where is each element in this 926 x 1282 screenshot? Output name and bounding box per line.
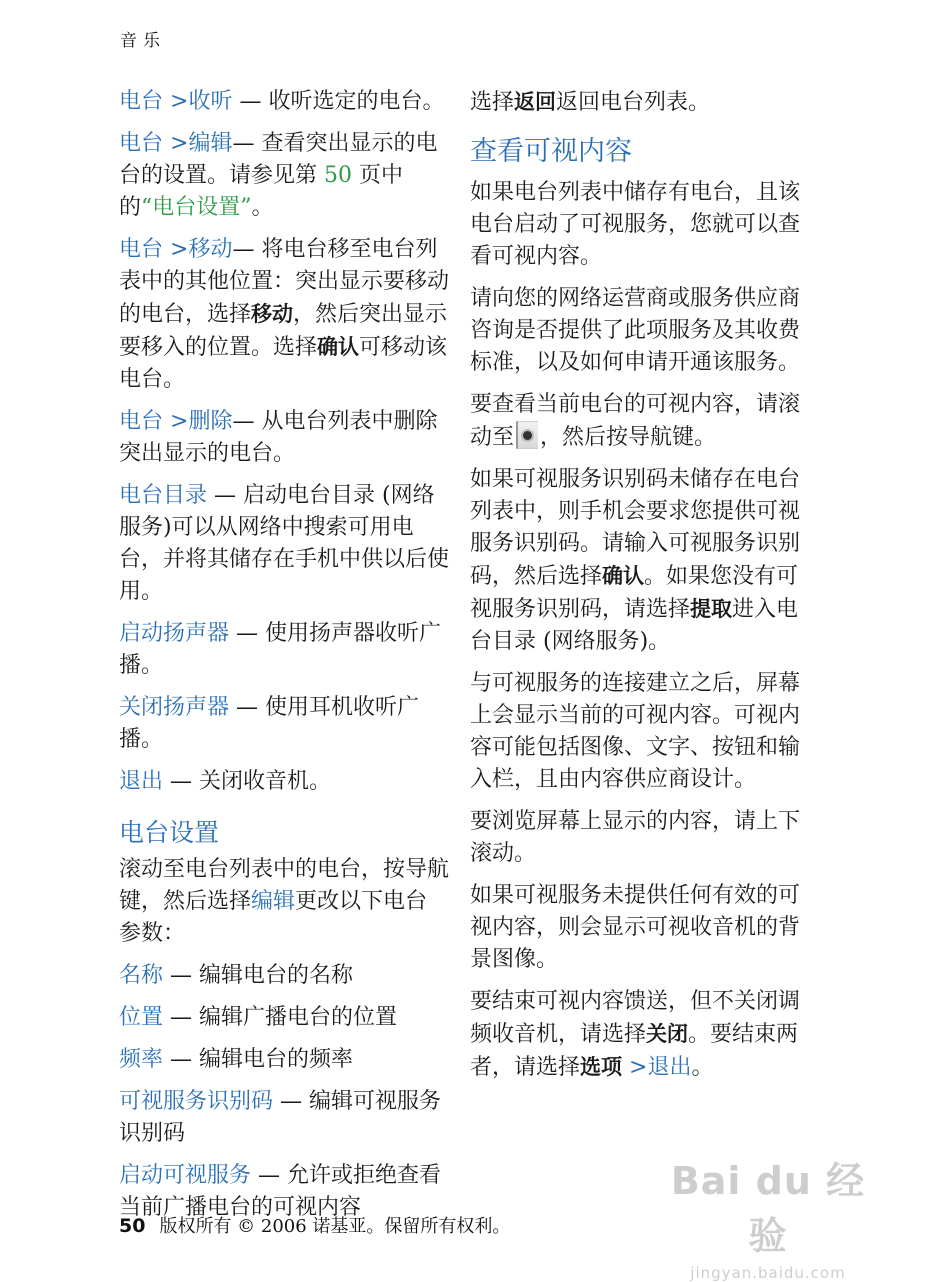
option-edit [119, 128, 449, 224]
visual-para-6: 要浏览屏幕上显示的内容，请上下滚动。 [470, 809, 801, 866]
menu-path-move: 移动 [188, 237, 233, 262]
visual-para-8 [470, 986, 800, 1084]
option-description: — 关闭收音机。 [163, 769, 332, 794]
menu-path-radio: 电台 [119, 89, 164, 114]
visual-para-5: 与可视服务的连接建立之后，屏幕上会显示当前的可视内容。可视内容可能包括图像、文字、按钮和输入栏，且由内容供应商设计。 [470, 671, 801, 792]
body-text: 如果可视服务识别码未储存在电台列表中，则手机会要求您提供可视服务识别码。请输入可视服务识别码，然后选择 [470, 467, 801, 589]
option-description: 可移动该电台。 [119, 335, 448, 392]
body-text: ，然后按导航键。 [540, 425, 717, 450]
setting-name [119, 960, 449, 992]
body-text: 。 [691, 1055, 714, 1080]
setting-label-visual-service: 启动可视服务 [119, 1163, 252, 1188]
body-text: 要查看当前电台的可视内容，请滚动至 [470, 392, 801, 450]
option-speaker-off [119, 692, 449, 756]
softkey-back: 返回 [514, 90, 557, 114]
option-description: 页中的 [119, 163, 403, 220]
watermark-url: jingyan.baidu.com [690, 1264, 846, 1282]
option-exit [119, 766, 449, 798]
setting-label-location: 位置 [119, 1005, 164, 1030]
setting-label-frequency: 频率 [119, 1047, 164, 1072]
section-heading-view-visual: 查看可视内容 [470, 136, 632, 167]
path-separator: > [622, 1055, 648, 1080]
menu-path-exit: 退出 [119, 769, 164, 794]
softkey-move: 移动 [251, 302, 294, 326]
section-reference-link[interactable]: “电台设置” [141, 195, 252, 220]
body-text: 。如果您没有可视服务识别码，请选择 [470, 564, 799, 622]
body-text: 。要结束两者，请选择 [470, 1022, 799, 1080]
setting-label-visual-id: 可视服务识别码 [119, 1089, 274, 1114]
option-description: — 从电台列表中删除突出显示的电台。 [119, 409, 438, 466]
setting-label-name: 名称 [119, 963, 164, 988]
body-text: 滚动至电台列表中的电台，按导航键，然后选择 [119, 857, 450, 914]
setting-frequency [119, 1044, 449, 1076]
option-speaker-on [119, 618, 449, 682]
visual-para-1: 如果电台列表中储存有电台，且该电台启动了可视服务，您就可以查看可视内容。 [470, 180, 801, 269]
page-number: 50 [119, 1215, 146, 1237]
option-description: — 查看突出显示的电台的设置。请参见第 [119, 131, 438, 188]
menu-path-speaker-off: 关闭扬声器 [119, 695, 230, 720]
path-separator: > [163, 237, 189, 262]
softkey-confirm: 确认 [317, 335, 360, 359]
option-description: — 启动电台目录 (网络服务)可以从网络中搜索可用电台，并将其储存在手机中供以后使用。 [119, 483, 450, 604]
chapter-header: 音乐 [120, 31, 166, 51]
path-separator: > [163, 409, 189, 434]
softkey-options: 选项 [580, 1055, 623, 1079]
section-heading-station-settings: 电台设置 [119, 818, 220, 847]
setting-description: — 编辑可视服务识别码 [119, 1089, 442, 1146]
option-move [119, 234, 449, 396]
menu-path-edit: 编辑 [251, 889, 296, 914]
menu-path-radio: 电台 [119, 131, 164, 156]
path-separator: > [163, 131, 189, 156]
body-text: 更改以下电台参数： [119, 889, 428, 946]
page-footer [119, 1212, 510, 1238]
softkey-retrieve: 提取 [690, 597, 733, 621]
body-text: 返回电台列表。 [556, 90, 711, 115]
menu-path-speaker-on: 启动扬声器 [119, 621, 230, 646]
setting-visual-id [119, 1086, 449, 1150]
menu-path-radio: 电台 [119, 237, 164, 262]
setting-description: — 编辑广播电台的位置 [163, 1005, 398, 1030]
softkey-close: 关闭 [646, 1022, 689, 1046]
visual-para-7: 如果可视服务未提供任何有效的可视内容，则会显示可视收音机的背景图像。 [470, 883, 801, 972]
copyright-text: 版权所有 © 2006 诺基亚。保留所有权利。 [159, 1216, 511, 1237]
setting-description: — 编辑电台的频率 [163, 1047, 354, 1072]
page-reference[interactable]: 50 [324, 163, 352, 188]
settings-intro [119, 854, 449, 950]
menu-path-listen: 收听 [188, 89, 233, 114]
option-description: — 使用耳机收听广播。 [119, 695, 420, 752]
visual-para-2: 请向您的网络运营商或服务供应商咨询是否提供了此项服务及其收费标准，以及如何申请开通该服务。 [470, 286, 801, 375]
body-text: 进入电台目录 (网络服务)。 [470, 597, 799, 654]
option-description: — 收听选定的电台。 [232, 89, 445, 114]
baidu-watermark [668, 1150, 868, 1282]
option-directory [119, 480, 449, 608]
menu-path-directory: 电台目录 [119, 483, 208, 508]
setting-location [119, 1002, 449, 1034]
watermark-logo-text: Bai du 经验 [670, 1159, 866, 1258]
setting-description: — 编辑电台的名称 [163, 963, 354, 988]
body-text: 选择 [470, 90, 515, 115]
setting-description: — 允许或拒绝查看当前广播电台的可视内容 [119, 1163, 442, 1220]
visual-para-3 [470, 389, 800, 454]
menu-path-exit: 退出 [647, 1055, 692, 1080]
menu-path-delete: 删除 [188, 409, 233, 434]
menu-path-edit: 编辑 [188, 131, 233, 156]
option-description: ，然后突出显示要移入的位置。选择 [119, 302, 448, 360]
path-separator: > [163, 89, 189, 114]
option-delete [119, 406, 449, 470]
visual-radio-icon [516, 421, 538, 449]
body-text: 要结束可视内容馈送，但不关闭调频收音机，请选择 [470, 989, 801, 1047]
left-column [119, 86, 449, 1234]
option-description: 。 [251, 195, 274, 220]
option-description: — 将电台移至电台列表中的其他位置：突出显示要移动的电台，选择 [119, 237, 450, 327]
visual-para-4 [470, 464, 800, 658]
menu-path-radio: 电台 [119, 409, 164, 434]
back-instruction [470, 86, 800, 119]
right-column [470, 86, 800, 1094]
option-description: — 使用扬声器收听广播。 [119, 621, 442, 678]
option-listen [119, 86, 449, 118]
softkey-confirm: 确认 [602, 564, 645, 588]
